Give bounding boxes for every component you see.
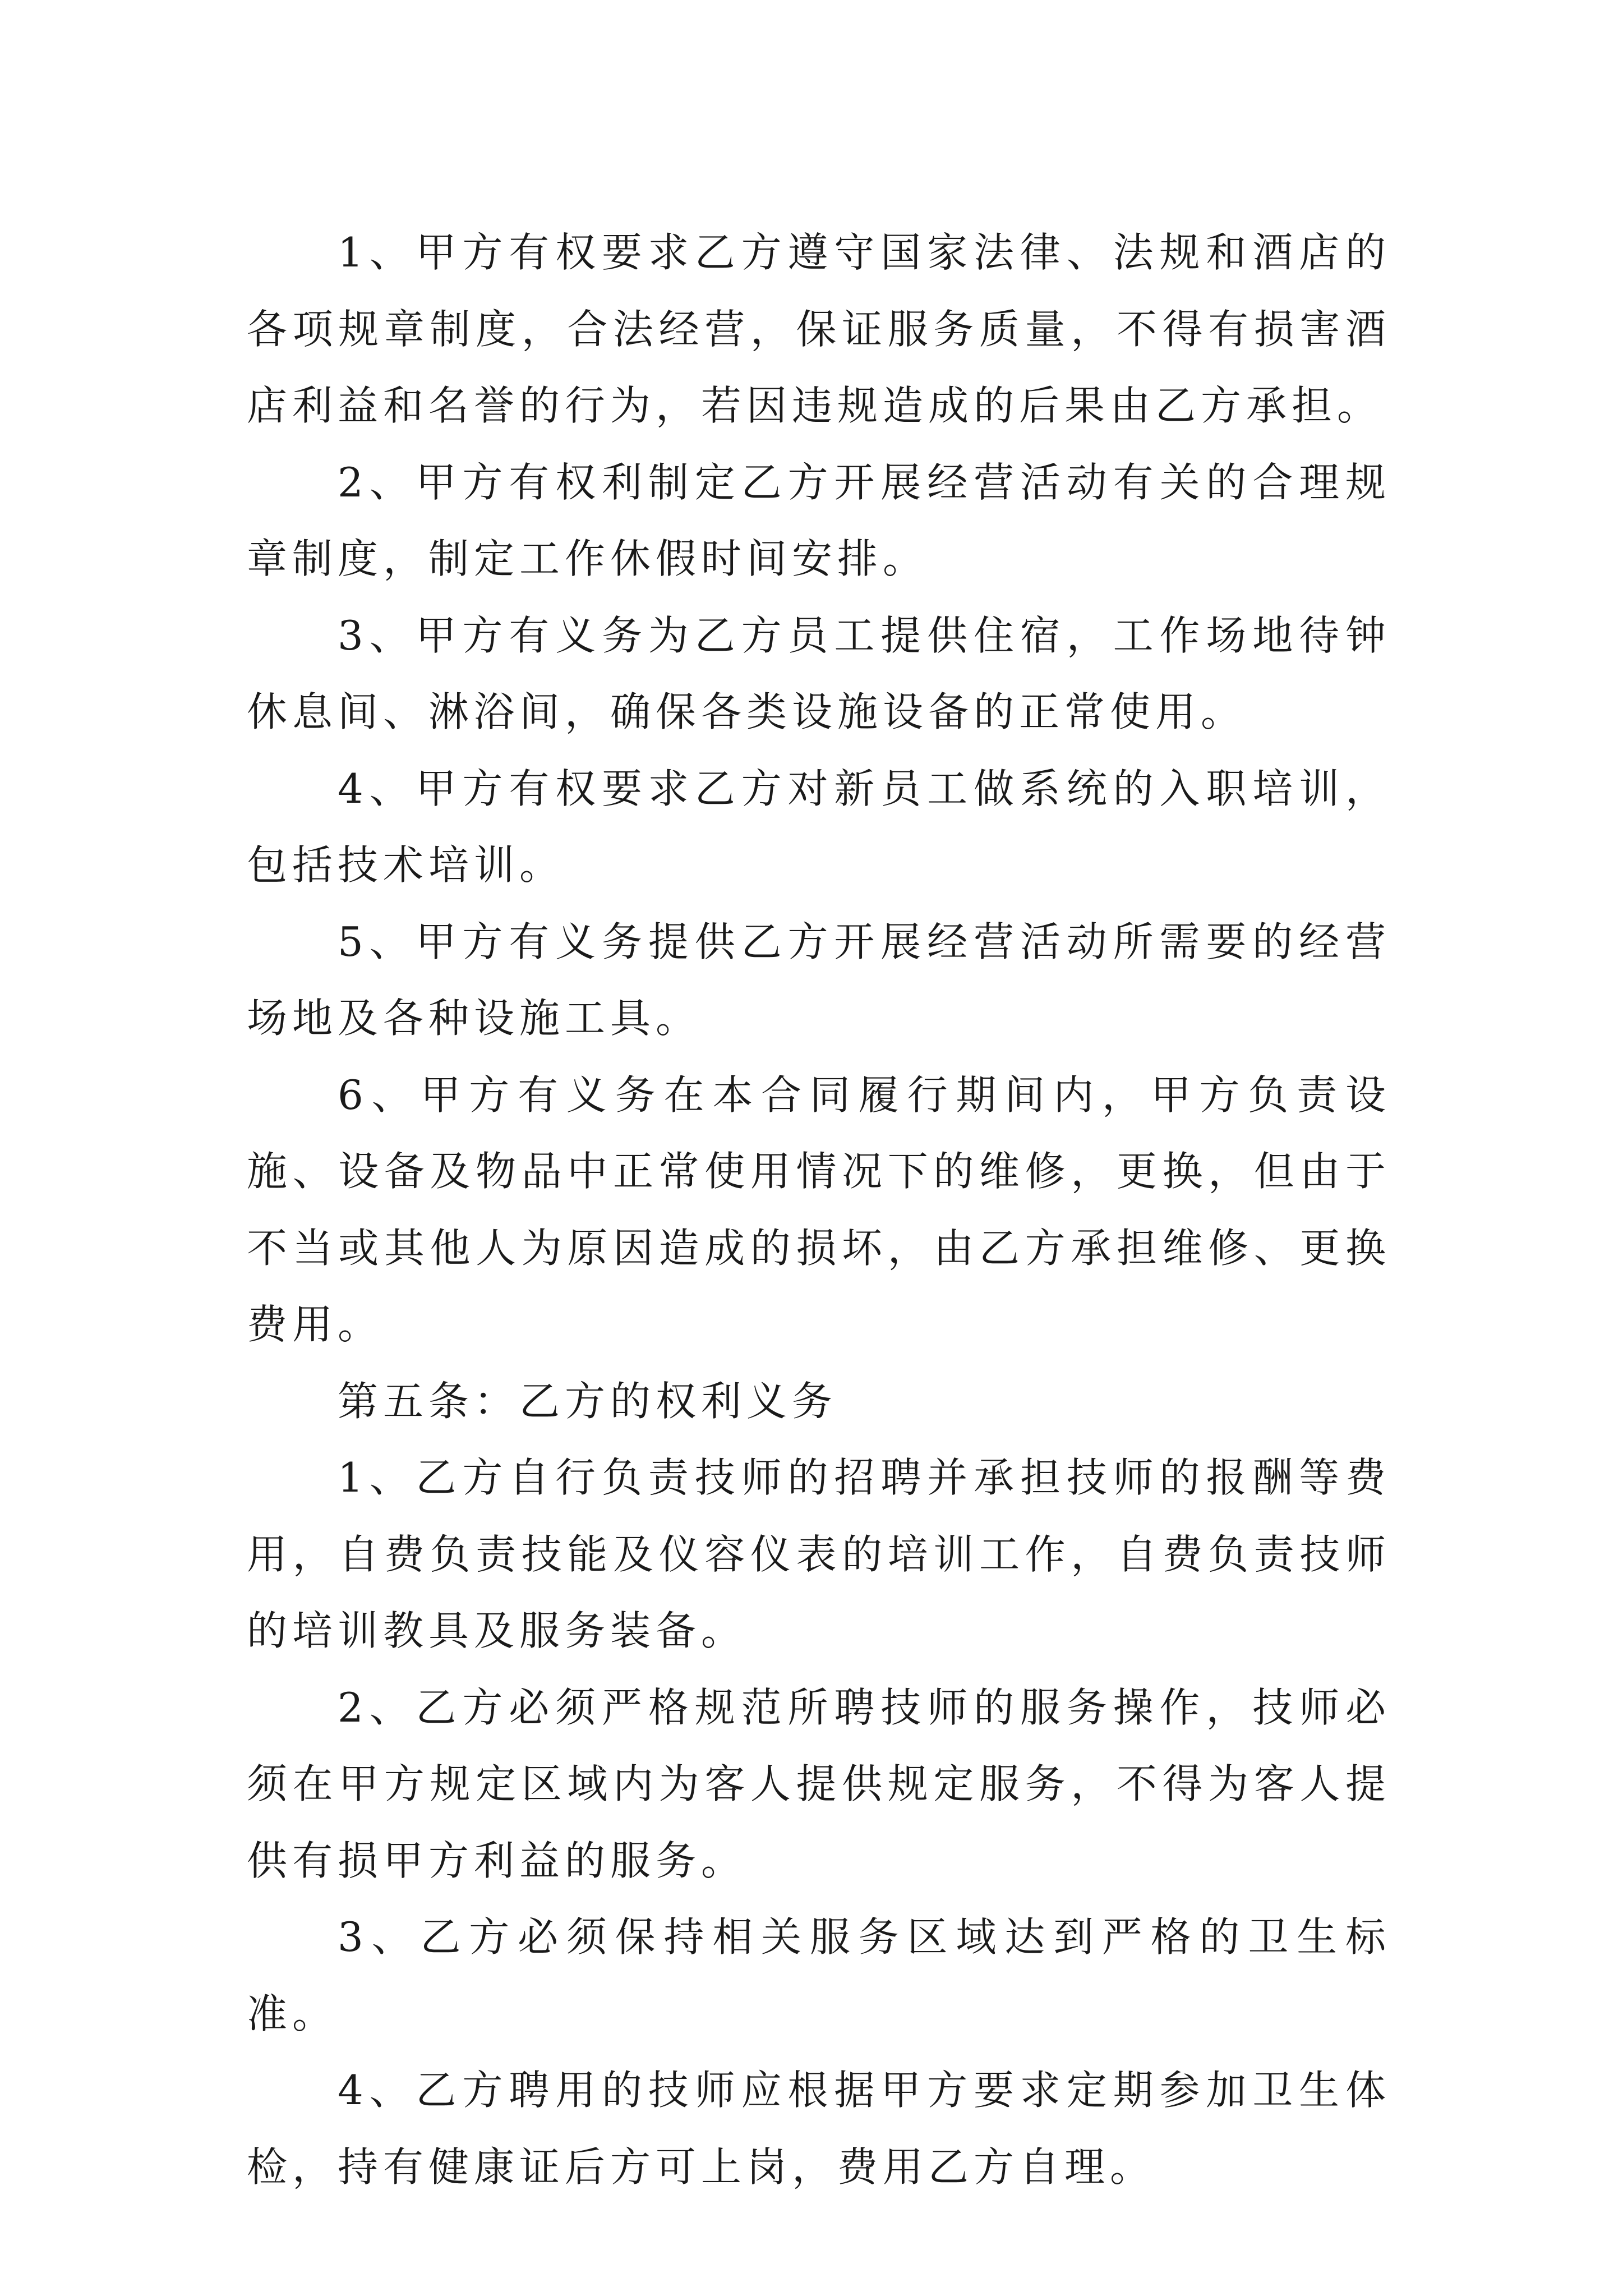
- document-body: [247, 214, 1391, 2205]
- clause-5-item-1: 1、乙方自行负责技师的招聘并承担技师的报酬等费用，自费负责技能及仪容仪表的培训工作，自费负责技师的培训教具及服务装备。: [247, 1454, 1391, 1654]
- clause-5-item-4: 4、乙方聘用的技师应根据甲方要求定期参加卫生体检，持有健康证后方可上岗，费用乙方自理。: [247, 2067, 1391, 2191]
- clause-4-item-1: 1、甲方有权要求乙方遵守国家法律、法规和酒店的各项规章制度，合法经营，保证服务质量，不得有损害酒店利益和名誉的行为，若因违规造成的后果由乙方承担。: [247, 229, 1391, 429]
- clause-4-item-3: 3、甲方有义务为乙方员工提供住宿，工作场地待钟休息间、淋浴间，确保各类设施设备的正常使用。: [247, 611, 1391, 735]
- clause-4-item-2: 2、甲方有权利制定乙方开展经营活动有关的合理规章制度，制定工作休假时间安排。: [247, 458, 1391, 582]
- clause-5-item-3: 3、乙方必须保持相关服务区域达到严格的卫生标准。: [247, 1913, 1391, 2037]
- section-heading-clause-5: 第五条：乙方的权利义务: [338, 1377, 838, 1425]
- clause-4-item-5: 5、甲方有义务提供乙方开展经营活动所需要的经营场地及各种设施工具。: [247, 918, 1391, 1042]
- clause-4-item-4: 4、甲方有权要求乙方对新员工做系统的入职培训，包括技术培训。: [247, 765, 1391, 889]
- clause-4-item-6: 6、甲方有义务在本合同履行期间内，甲方负责设施、设备及物品中正常使用情况下的维修，更换，但由于不当或其他人为原因造成的损坏，由乙方承担维修、更换费用。: [247, 1071, 1391, 1348]
- clause-5-item-2: 2、乙方必须严格规范所聘技师的服务操作，技师必须在甲方规定区域内为客人提供规定服务，不得为客人提供有损甲方利益的服务。: [247, 1683, 1391, 1884]
